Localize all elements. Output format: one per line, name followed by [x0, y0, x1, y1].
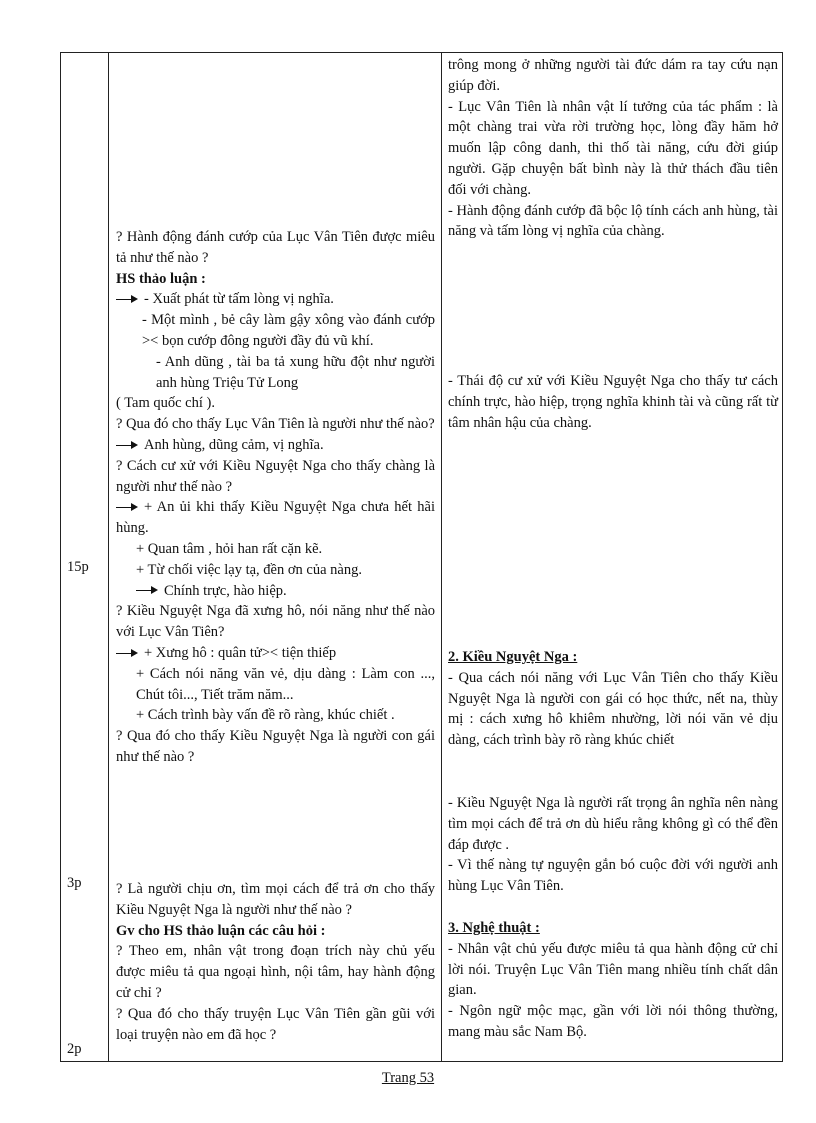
answer: + Cách nói năng văn vẻ, dịu dàng : Làm con ..., Chút tôi..., Tiết trăm năm... — [136, 665, 435, 703]
time-label: 3p — [67, 875, 82, 891]
content-text: - Lục Vân Tiên là nhân vật lí tưởng của tác phẩm : là một chàng trai vừa rời trường học, lòng đầy hăm hở muốn lập công danh, thi thố tài năng, cứu đời giúp người. Gặp chuyện bất bình này là thử thách đầu tiên đối với chàng. — [448, 98, 778, 198]
answer: + An ủi khi thấy Kiều Nguyệt Nga chưa hết hãi hùng. — [116, 499, 435, 537]
discussion-heading: Gv cho HS thảo luận các câu hỏi : — [116, 922, 326, 939]
lesson-table — [60, 52, 783, 1062]
section-heading: 3. Nghệ thuật : — [448, 920, 540, 936]
answer: - Một mình , bẻ cây làm gậy xông vào đánh cướp >< bọn cướp đông người đầy đủ vũ khí. — [142, 312, 435, 349]
activity-block — [116, 227, 435, 768]
content-text: trông mong ở những người tài đức dám ra tay cứu nạn giúp đời. — [448, 57, 778, 94]
time-column — [61, 53, 108, 1061]
question: ? Qua đó cho thấy truyện Lục Vân Tiên gần gũi với loại truyện nào em đã học ? — [116, 1005, 435, 1043]
section-heading: 2. Kiều Nguyệt Nga : — [448, 649, 578, 665]
question: ? Cách cư xử với Kiều Nguyệt Nga cho thấy chàng là người như thế nào ? — [116, 457, 435, 495]
content-text: - Hành động đánh cướp đã bộc lộ tính cách anh hùng, tài năng và tấm lòng vị nghĩa của chàng. — [448, 202, 778, 240]
question: ? Qua đó cho thấy Lục Vân Tiên là người như thế nào? — [116, 416, 435, 433]
question: ? Là người chịu ơn, tìm mọi cách để trả ơn cho thấy Kiều Nguyệt Nga là người như thế nào ? — [116, 881, 435, 918]
answer: - Xuất phát từ tấm lòng vị nghĩa. — [116, 289, 435, 310]
answer: - Anh dũng , tài ba tả xung hữu đột như người anh hùng Triệu Tử Long — [156, 353, 435, 391]
answer: ( Tam quốc chí ). — [116, 395, 215, 412]
content-block — [448, 55, 778, 242]
time-label: 2p — [67, 1041, 82, 1057]
content-text: - Nhân vật chủ yếu được miêu tả qua hành động cử chỉ lời nói. Truyện Lục Vân Tiên mang nhiều tính chất dân gian. — [448, 940, 778, 999]
content-text: - Ngôn ngữ mộc mạc, gần với lời nói thông thường, mang màu sắc Nam Bộ. — [448, 1003, 778, 1040]
question: ? Qua đó cho thấy Kiều Nguyệt Nga là người con gái như thế nào ? — [116, 728, 435, 765]
activity-column — [108, 53, 441, 1061]
arrow-icon — [116, 649, 138, 659]
content-block — [448, 647, 778, 751]
arrow-icon — [116, 295, 138, 305]
answer: + Từ chối việc lạy tạ, đền ơn của nàng. — [136, 561, 362, 578]
content-text: - Kiều Nguyệt Nga là người rất trọng ân nghĩa nên nàng tìm mọi cách để trả ơn dù hiểu rằng không gì có thể đền đáp được . — [448, 795, 778, 853]
question: ? Kiều Nguyệt Nga đã xưng hô, nói năng như thế nào với Lục Vân Tiên? — [116, 603, 435, 641]
content-block — [448, 793, 778, 897]
question: ? Hành động đánh cướp của Lục Vân Tiên được miêu tả như thế nào ? — [116, 229, 435, 266]
answer: Anh hùng, dũng cảm, vị nghĩa. — [116, 435, 435, 456]
question: ? Theo em, nhân vật trong đoạn trích này chủ yếu được miêu tả qua ngoại hình, nội tâm, hay hành động cử chỉ ? — [116, 943, 435, 1001]
content-text: - Vì thế nàng tự nguyện gắn bó cuộc đời với người anh hùng Lục Vân Tiên. — [448, 857, 778, 895]
answer: + Xưng hô : quân tử>< tiện thiếp — [116, 643, 435, 664]
content-block — [448, 918, 778, 1043]
answer: Chính trực, hào hiệp. — [116, 581, 435, 602]
content-column — [441, 53, 784, 1061]
arrow-icon — [116, 503, 138, 513]
discussion-heading: HS thảo luận : — [116, 270, 206, 287]
content-text: - Thái độ cư xử với Kiều Nguyệt Nga cho thấy tư cách chính trực, hào hiệp, trọng nghĩa khinh tài và cũng rất từ tâm nhân hậu của chàng. — [448, 373, 778, 431]
content-text: - Qua cách nói năng với Lục Vân Tiên cho thấy Kiều Nguyệt Nga là người con gái có học thức, nết na, thùy mị : cách xưng hô khiêm nhường, lời nói văn vẻ dịu dàng, cách trình bày rõ ràng khúc chiết — [448, 669, 778, 749]
content-block — [448, 371, 778, 433]
page-number: Trang 53 — [381, 1070, 435, 1086]
answer: + Quan tâm , hỏi han rất cặn kẽ. — [136, 540, 323, 557]
arrow-icon — [136, 586, 158, 596]
arrow-icon — [116, 441, 138, 451]
activity-block — [116, 879, 435, 1045]
answer: + Cách trình bày vấn đề rõ ràng, khúc chiết . — [136, 707, 395, 724]
time-label: 15p — [67, 559, 89, 575]
